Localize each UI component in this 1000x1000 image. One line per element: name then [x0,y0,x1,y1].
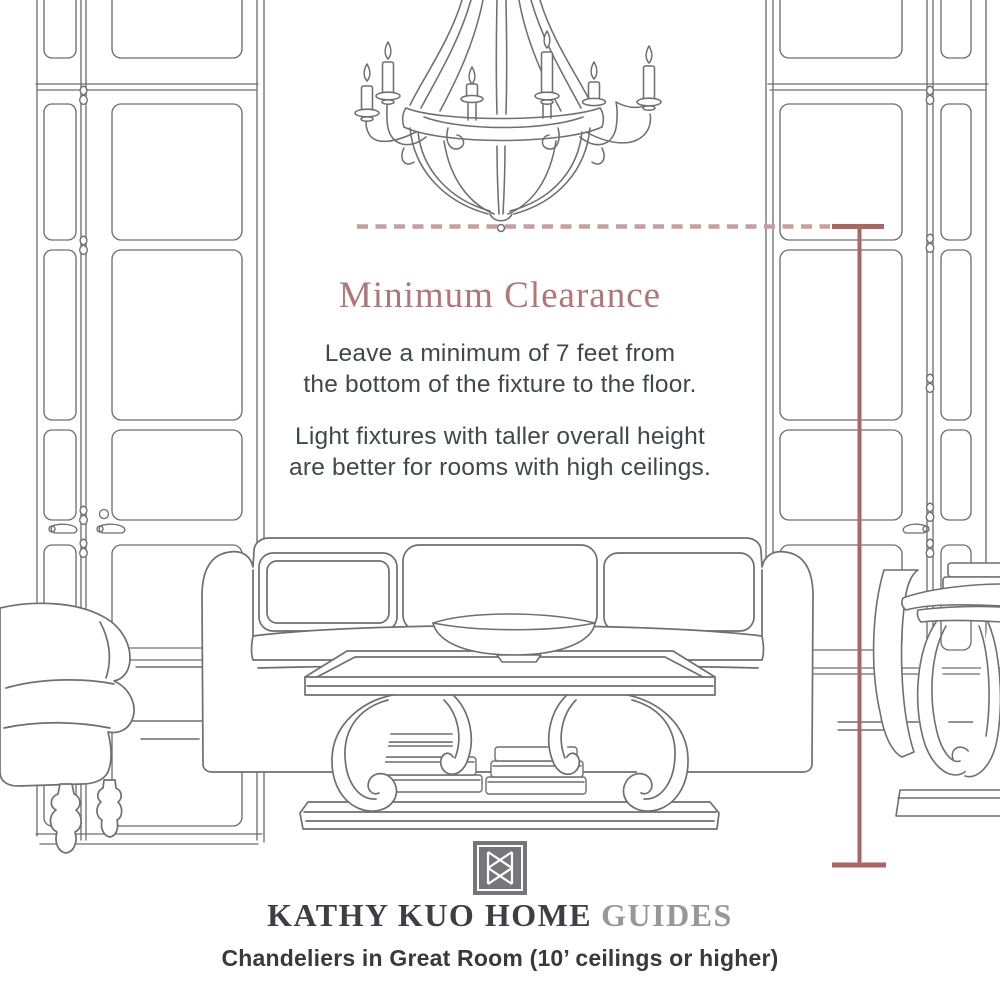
candle-icon [637,46,661,110]
clearance-line-1: Leave a minimum of 7 feet from [324,340,676,367]
clearance-line-4: are better for rooms with high ceilings. [289,454,711,481]
clearance-paragraph-1 [150,338,850,400]
clearance-line-3: Light fixtures with taller overall height [295,423,705,450]
kathy-kuo-home-logo-icon [473,841,527,895]
clearance-line-2: the bottom of the fixture to the floor. [303,371,697,398]
sofa-back-cushion [604,553,754,631]
guide-caption: Chandeliers in Great Room (10’ ceilings or higher) [221,945,779,971]
brand-primary: KATHY KUO HOME [267,897,593,933]
brand-secondary: GUIDES [601,897,733,933]
candle-icon [376,42,400,104]
door-handle-icon [903,524,929,533]
stacked-books [948,563,1000,577]
clearance-paragraph-2 [150,421,850,483]
candle-icon [461,67,483,103]
chandelier [355,0,661,232]
candle-icon [535,31,559,104]
candle-icon [355,64,379,121]
clearance-title: Minimum Clearance [338,275,662,316]
side-table-right [896,563,1000,816]
armchair-left [0,603,134,853]
brand-wordmark [150,896,850,934]
sofa-back-cushion [259,553,397,631]
candle-icon [583,62,606,106]
